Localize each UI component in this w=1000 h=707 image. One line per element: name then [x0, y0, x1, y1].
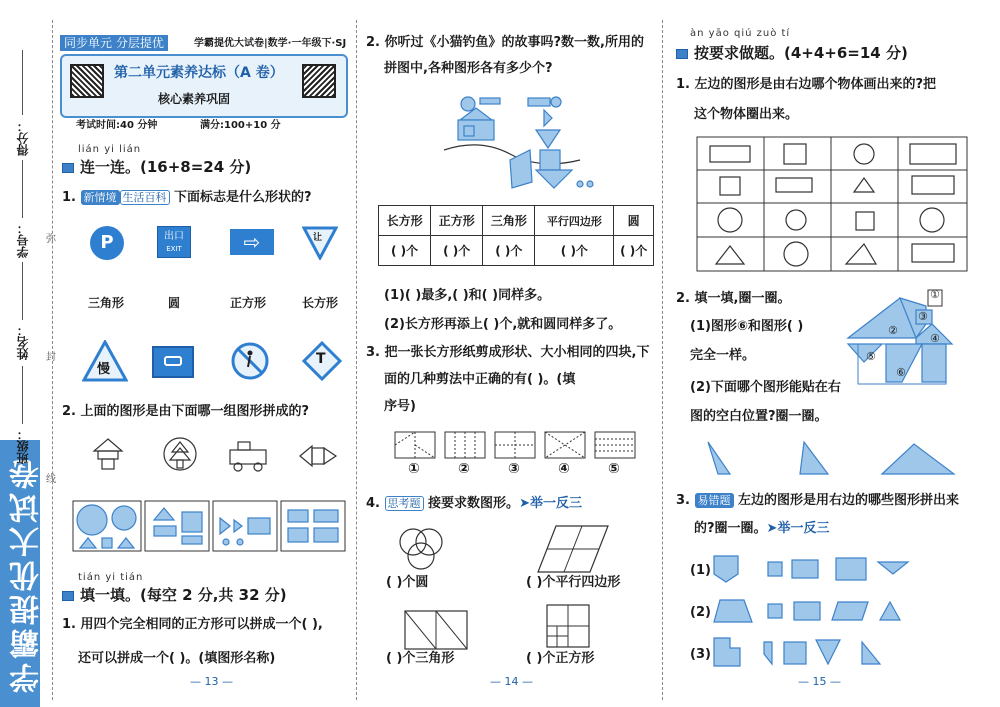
- q3-row-label-1: (1): [690, 563, 711, 578]
- p14-q2-line2: 拼图中,各种图形各有多少个?: [384, 61, 553, 76]
- header-series: 学霸提优大试卷|数学·一年级下·SJ: [194, 38, 347, 49]
- p14-q2-line1: 2. 你听过《小猫钓鱼》的故事吗?数一数,所用的: [366, 35, 644, 50]
- p15-q3-line2: 的?圈一圈。➤举一反三: [694, 521, 830, 536]
- house-label-1: ①: [930, 288, 940, 301]
- p15-q1-line1: 1. 左边的图形是由右边哪个物体画出来的?把: [676, 77, 937, 92]
- q3-row-label-3: (3): [690, 647, 711, 662]
- house-label-4: ④: [930, 332, 940, 345]
- count-triangle: ( )个三角形: [386, 651, 455, 666]
- section2-title: 填一填。(每空 2 分,共 32 分): [62, 584, 287, 605]
- student-no-label: 学号：: [16, 222, 30, 258]
- p14-q2-sub2: (2)长方形再添上( )个,就和圆同样多了。: [384, 317, 622, 332]
- truck-icon: [228, 440, 268, 472]
- p15-q2-sub2: (2)下面哪个图形能贴在右: [690, 380, 841, 395]
- score-label: 得分：: [16, 120, 30, 156]
- house-icon: [90, 437, 126, 473]
- house-label-3: ③: [918, 310, 928, 323]
- table-header-parallelogram: 平行四边形: [535, 206, 614, 236]
- fill-q1-line1: 1. 用四个完全相同的正方形可以拼成一个( ),: [62, 617, 323, 632]
- p14-q3-line2: 面的几种剪法中正确的有( )。(填: [384, 372, 576, 387]
- table-header-circle: 圆: [614, 206, 654, 236]
- section1-pinyin: lián yi lián: [78, 144, 142, 155]
- fish-icon: [298, 440, 338, 472]
- overlapping-circles-figure: [396, 526, 446, 572]
- cut-options: [394, 431, 644, 461]
- object-matching-grid: [696, 136, 968, 272]
- series-title: 学霸提优大试卷: [10, 455, 45, 693]
- score-line: [22, 50, 23, 115]
- name-label: 姓名：: [16, 324, 30, 360]
- section2-pinyin: tián yi tián: [78, 572, 144, 583]
- arrow-sign-icon: ⇨: [230, 229, 274, 255]
- table-header-square: 正方形: [431, 206, 483, 236]
- slow-sign-text: 慢: [97, 362, 111, 377]
- p15-q2-sub2b: 图的空白位置?圈一圈。: [690, 409, 828, 424]
- seal-line: [52, 20, 53, 700]
- class-label: 班级：: [16, 428, 30, 464]
- yield-sign-text: 让: [313, 233, 323, 243]
- table-cell[interactable]: ( )个: [379, 236, 431, 266]
- shape-label-4: 长方形: [302, 296, 339, 310]
- p15-q2-sub1b: 完全一样。: [690, 348, 756, 363]
- column-divider-2: [662, 20, 663, 700]
- cut-label-1: ①: [408, 461, 420, 477]
- section-icon: [62, 163, 74, 173]
- count-circle: ( )个圆: [386, 575, 429, 590]
- square-count-figure: [546, 604, 590, 648]
- table-header-rect: 长方形: [379, 206, 431, 236]
- count-square: ( )个正方形: [526, 651, 595, 666]
- p14-q2-sub1: (1)( )最多,( )和( )同样多。: [384, 288, 551, 303]
- class-line: [22, 366, 23, 424]
- option-group-d: [280, 500, 346, 552]
- table-header-triangle: 三角形: [483, 206, 535, 236]
- section1-title: 连一连。(16+8=24 分): [62, 156, 251, 177]
- p14-q3-line3: 序号): [384, 399, 416, 414]
- no-pedestrian-sign-icon: [230, 341, 270, 381]
- option-group-b: [144, 500, 210, 552]
- cut-label-3: ③: [508, 461, 520, 477]
- cut-label-4: ④: [558, 461, 570, 477]
- paper-title: 第二单元素养达标（A 卷）: [114, 65, 284, 81]
- section3-title: 按要求做题。(4+4+6=14 分): [676, 42, 908, 63]
- seal-mark-1: 弥: [46, 234, 56, 245]
- triangle-count-figure: [404, 610, 468, 650]
- exam-time: 考试时间:40 分钟: [76, 120, 158, 131]
- shape-label-1: 三角形: [88, 296, 125, 310]
- option-group-c: [212, 500, 278, 552]
- exit-sign-icon: 出口 EXIT: [157, 226, 191, 258]
- qr-code-right: [302, 64, 336, 98]
- seal-mark-2: 封: [46, 352, 56, 363]
- cat-fishing-illustration: [440, 90, 610, 196]
- table-cell[interactable]: ( )个: [614, 236, 654, 266]
- p15-q1-line2: 这个物体圈出来。: [694, 107, 799, 122]
- page-number-15: — 15 —: [798, 675, 841, 688]
- p14-q3-line1: 3. 把一张长方形纸剪成形状、大小相同的四块,下: [366, 345, 650, 360]
- shape-label-3: 正方形: [230, 296, 267, 310]
- q3-row-2-shapes: [712, 596, 922, 626]
- house-label-6: ⑥: [896, 366, 906, 379]
- shape-count-table: [378, 205, 654, 266]
- seal-mark-3: 线: [46, 474, 56, 485]
- header-tag: 同步单元 分层提优: [60, 34, 168, 51]
- cut-label-5: ⑤: [608, 461, 620, 477]
- q3-row-1-shapes: [712, 554, 912, 584]
- parking-sign-icon: P: [90, 226, 124, 260]
- p15-q3-line1: 3. 易错题 左边的图形是用右边的哪些图形拼出来: [676, 493, 960, 508]
- student-no-line: [22, 160, 23, 218]
- section3-pinyin: àn yāo qiú zuò tí: [690, 28, 791, 39]
- p14-q4: 4. 思考题 接要求数图形。➤举一反三: [366, 496, 582, 511]
- p13-q1: 1. 新情境 生活百科 下面标志是什么形状的?: [62, 190, 312, 205]
- fill-q1-line2: 还可以拼成一个( )。(填图形名称): [78, 651, 276, 666]
- car-sign-icon: [152, 346, 194, 378]
- count-parallelogram: ( )个平行四边形: [526, 575, 621, 590]
- name-line: [22, 262, 23, 320]
- q3-row-label-2: (2): [690, 605, 711, 620]
- house-puzzle-figure: [846, 288, 970, 386]
- column-divider-1: [356, 20, 357, 700]
- full-score: 满分:100+10 分: [200, 120, 281, 131]
- table-cell[interactable]: ( )个: [535, 236, 614, 266]
- qr-code-left: [70, 64, 104, 98]
- page-number-13: — 13 —: [190, 675, 233, 688]
- t-sign-text: T: [316, 351, 326, 367]
- parallelogram-figure: [536, 524, 610, 574]
- q3-row-3-shapes: [712, 636, 912, 670]
- triangle-choices: [700, 438, 970, 478]
- page-number-14: — 14 —: [490, 675, 533, 688]
- option-group-a: [72, 500, 142, 552]
- paper-subtitle: 核心素养巩固: [158, 92, 231, 106]
- title-box: [60, 54, 348, 118]
- section-icon: [676, 49, 688, 59]
- p13-q2: 2. 上面的图形是由下面哪一组图形拼成的?: [62, 404, 310, 419]
- table-cell[interactable]: ( )个: [483, 236, 535, 266]
- p15-q2-title: 2. 填一填,圈一圈。: [676, 291, 791, 306]
- tree-icon: [162, 436, 198, 474]
- cut-label-2: ②: [458, 461, 470, 477]
- section-icon: [62, 591, 74, 601]
- table-cell[interactable]: ( )个: [431, 236, 483, 266]
- house-label-2: ②: [888, 324, 898, 337]
- shape-label-2: 圆: [168, 296, 181, 310]
- p15-q2-sub1: (1)图形⑥和图形( ): [690, 319, 804, 334]
- house-label-5: ⑤: [866, 350, 876, 363]
